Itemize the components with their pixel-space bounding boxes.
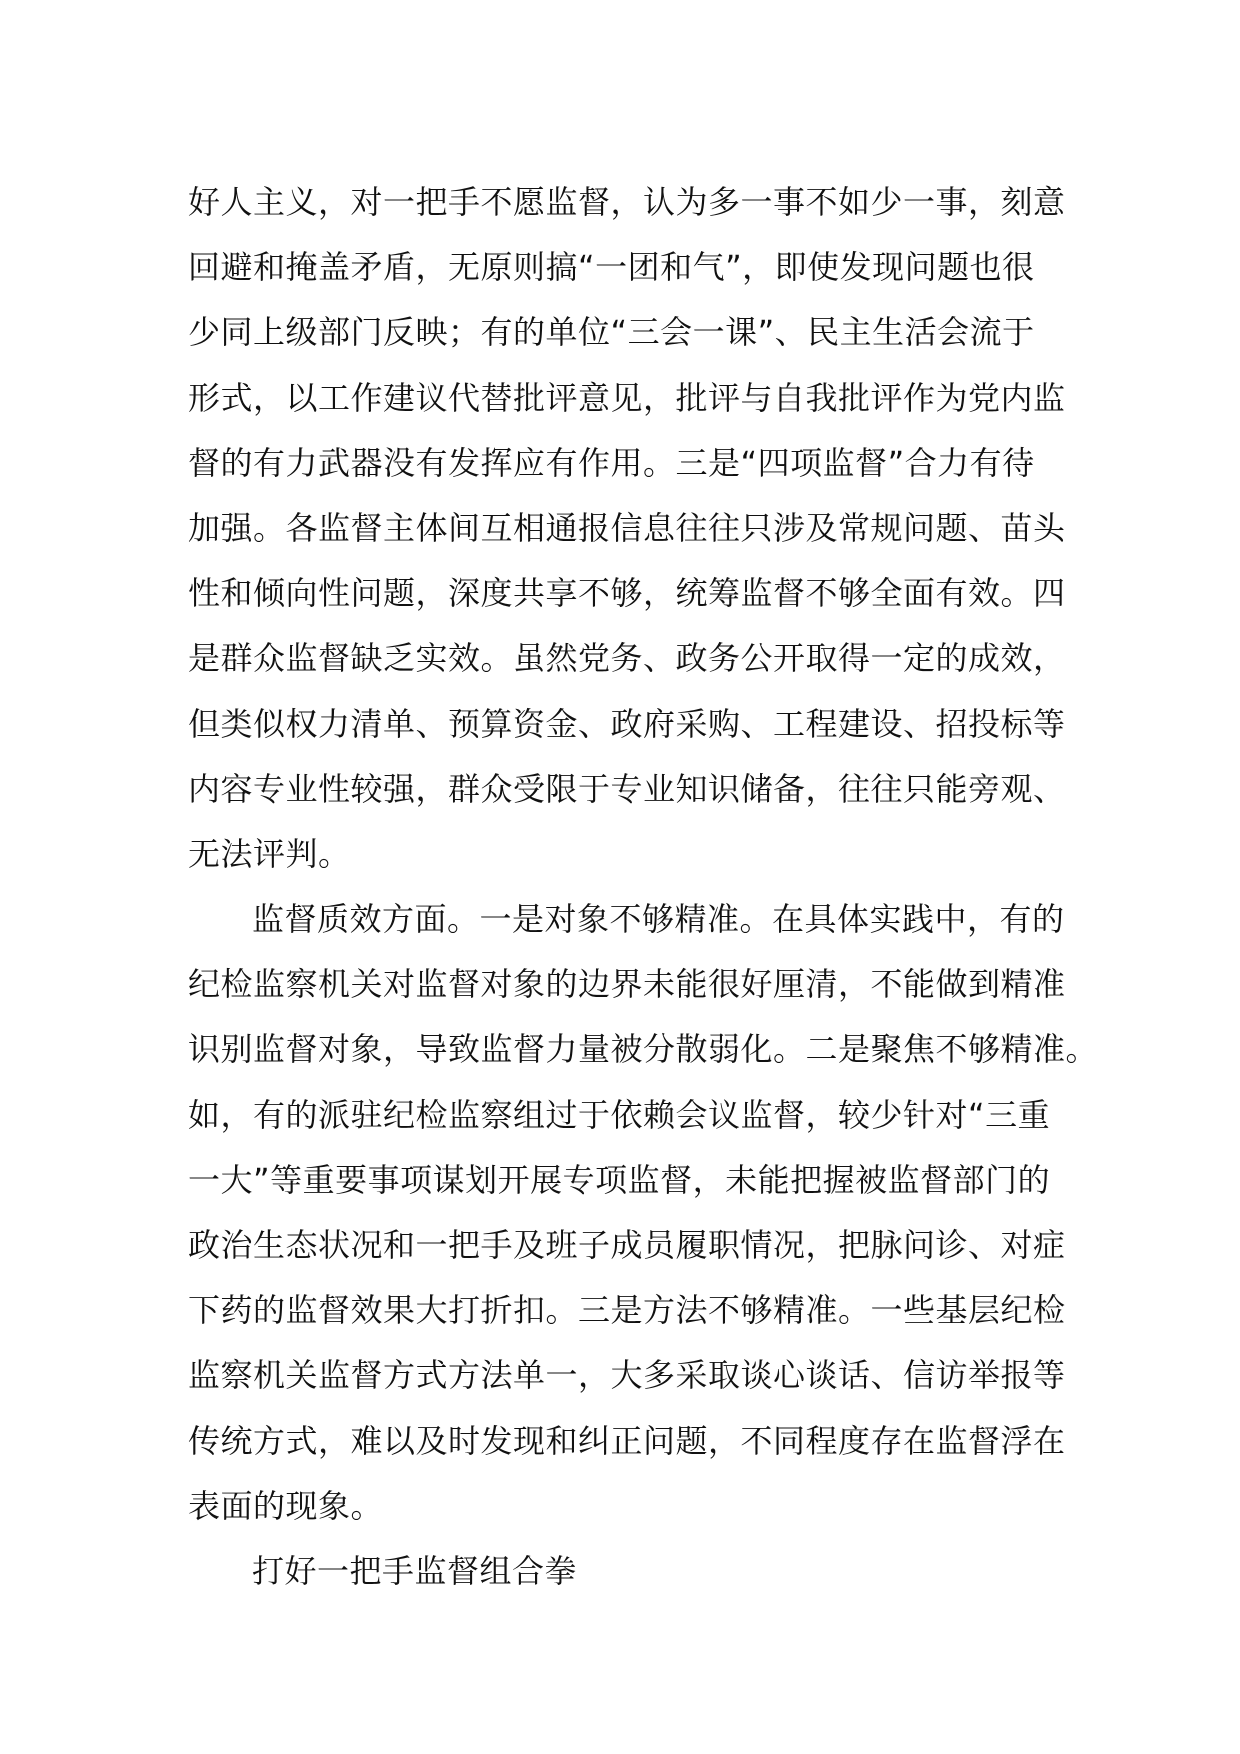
text-line: 传统方式，难以及时发现和纠正问题，不同程度存在监督浮在 [188,1421,1066,1460]
body-text [188,170,1099,1604]
section-heading: 打好一把手监督组合拳 [252,1551,578,1590]
text-line: 纪检监察机关对监督对象的边界未能很好厘清，不能做到精准 [188,965,1066,1004]
text-line: 政治生态状况和一把手及班子成员履职情况，把脉问诊、对症 [188,1226,1066,1264]
text-line: 一大”等重要事项谋划开展专项监督，未能把握被监督部门的 [188,1160,1051,1199]
text-line: 识别监督对象，导致监督力量被分散弱化。二是聚焦不够精准。 [188,1030,1099,1069]
text-line: 性和倾向性问题，深度共享不够，统筹监督不够全面有效。四 [188,574,1066,613]
text-line: 但类似权力清单、预算资金、政府采购、工程建设、招投标等 [188,704,1066,743]
text-line: 无法评判。 [188,834,351,873]
text-line: 表面的现象。 [188,1486,384,1525]
text-line: 是群众监督缺乏实效。虽然党务、政务公开取得一定的成效， [188,639,1066,678]
text-line: 形式，以工作建议代替批评意见，批评与自我批评作为党内监 [188,378,1066,417]
paragraph-start-line: 监督质效方面。一是对象不够精准。在具体实践中，有的 [252,900,1065,939]
text-line: 回避和掩盖矛盾，无原则搞“一团和气”，即使发现问题也很 [188,248,1035,287]
text-line: 内容专业性较强，群众受限于专业知识储备，往往只能旁观、 [188,769,1066,808]
text-line: 少同上级部门反映；有的单位“三会一课”、民主生活会流于 [188,313,1035,352]
text-line: 监察机关监督方式方法单一，大多采取谈心谈话、信访举报等 [188,1356,1066,1395]
text-line: 督的有力武器没有发挥应有作用。三是“四项监督”合力有待 [188,443,1035,482]
text-line: 下药的监督效果大打折扣。三是方法不够精准。一些基层纪检 [188,1291,1066,1330]
text-line: 如，有的派驻纪检监察组过于依赖会议监督，较少针对“三重 [188,1095,1051,1134]
text-line: 加强。各监督主体间互相通报信息往往只涉及常规问题、苗头 [188,508,1066,547]
text-line: 好人主义，对一把手不愿监督，认为多一事不如少一事，刻意 [188,183,1066,221]
